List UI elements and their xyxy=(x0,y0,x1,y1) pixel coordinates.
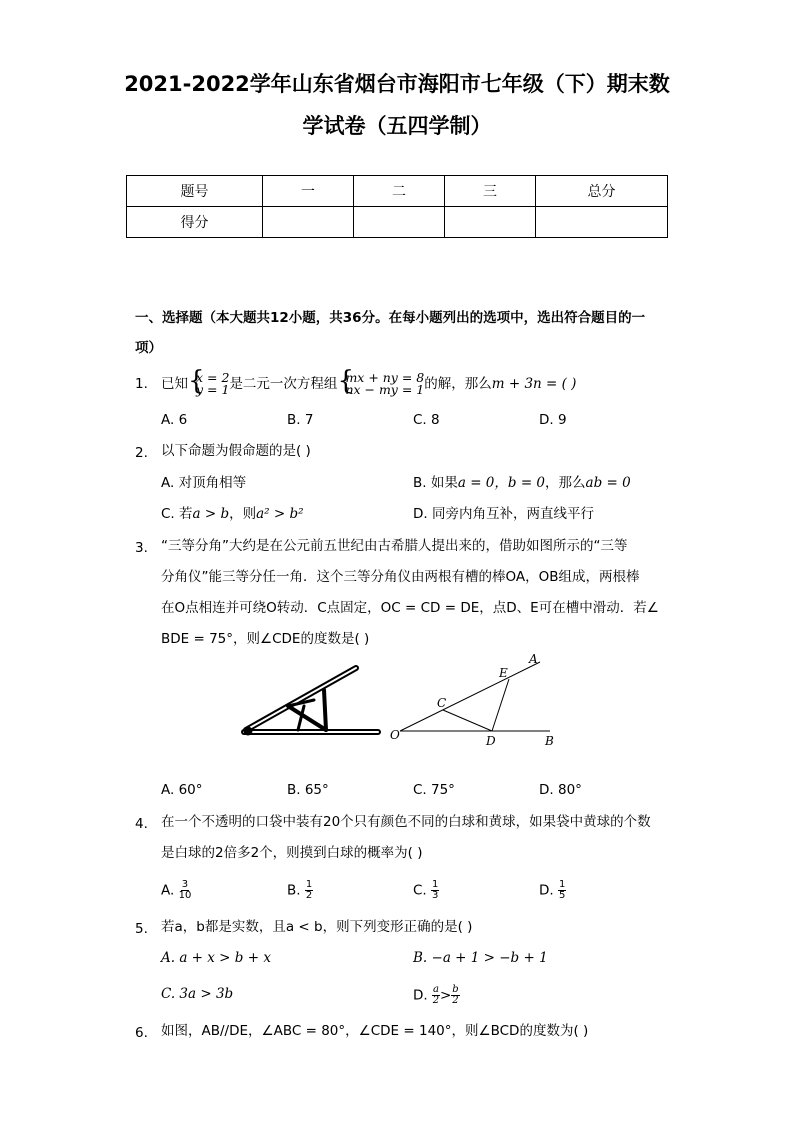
score-table-header-row xyxy=(127,176,668,207)
label-d: D xyxy=(486,734,496,748)
q4-option-d xyxy=(539,880,566,901)
q3-option-c: C. 75° xyxy=(413,782,455,798)
q2-c-mid: ，则 xyxy=(229,506,257,522)
q3-option-d: D. 80° xyxy=(539,782,582,798)
q3-option-b: B. 65° xyxy=(287,782,329,798)
q1-sys2-b: nx − my = 1 xyxy=(345,382,425,397)
label-e: E xyxy=(499,666,508,680)
q1-sys2-a: mx + ny = 8 xyxy=(345,370,425,385)
label-c: C xyxy=(437,696,447,710)
q5-d-gt: > xyxy=(439,987,452,1004)
q5-number: 5. xyxy=(135,921,148,937)
q4-line2: 是白球的2倍多2个，则摸到白球的概率为( ) xyxy=(161,845,423,861)
ray-oa xyxy=(400,662,540,731)
q4-a-den: 10 xyxy=(178,890,192,901)
score-cell-empty xyxy=(354,207,445,238)
q4-option-b xyxy=(287,880,313,901)
q2-option-d: D. 同旁内角互补，两直线平行 xyxy=(413,506,594,522)
q2-b-mid: ，那么 xyxy=(545,475,586,491)
q3-line4: BDE = 75°，则∠CDE的度数是( ) xyxy=(161,631,370,647)
q4-line1: 在一个不透明的口袋中装有20个只有颜色不同的白球和黄球，如果袋中黄球的个数 xyxy=(161,814,651,830)
q3-number: 3. xyxy=(135,540,148,556)
q3-trisector-device-figure xyxy=(238,660,383,740)
q4-c-fraction xyxy=(431,880,439,901)
q1-option-b: B. 7 xyxy=(287,412,314,428)
q6-stem: 如图，AB//DE，∠ABC = 80°，∠CDE = 140°，则∠BCD的度数为( ) xyxy=(161,1023,589,1039)
score-header-cell: 题号 xyxy=(127,176,263,207)
q1-sys1-a: x = 2 xyxy=(196,370,230,385)
q2-c-math: a > b xyxy=(192,506,230,522)
q4-a-label: A. xyxy=(161,882,175,899)
q2-stem: 以下命题为假命题的是( ) xyxy=(161,443,311,459)
q5-d-b: b xyxy=(452,984,459,995)
q2-b-math: a = 0，b = 0 xyxy=(457,475,546,491)
q1-equation-system: { mx + ny = 8 nx − my = 1 xyxy=(337,366,425,397)
q1-post: 的解，那么 xyxy=(424,376,492,392)
q4-b-den: 2 xyxy=(305,890,313,901)
q2-c-math2: a² > b² xyxy=(256,506,304,522)
q1-solution-system: { x = 2 y = 1 xyxy=(188,366,230,397)
q5-d-den-a: 2 xyxy=(432,995,440,1006)
q4-b-label: B. xyxy=(287,882,301,899)
q4-option-a xyxy=(161,880,191,901)
q4-c-num: 1 xyxy=(432,879,439,890)
q1-option-d: D. 9 xyxy=(539,412,567,428)
q4-d-den: 5 xyxy=(558,890,566,901)
q1-option-a: A. 6 xyxy=(161,412,188,428)
q5-stem: 若a，b都是实数，且a < b，则下列变形正确的是( ) xyxy=(161,919,473,935)
q5-d-a: a xyxy=(432,984,439,995)
q4-number: 4. xyxy=(135,816,148,832)
score-row-label: 得分 xyxy=(127,207,263,238)
score-table xyxy=(126,175,668,238)
score-cell-empty xyxy=(263,207,354,238)
q4-b-fraction xyxy=(305,880,313,901)
q5-d-den-b: 2 xyxy=(452,995,459,1006)
q1-number: 1. xyxy=(135,376,148,392)
q3-line2: 分角仪”能三等分任一角．这个三等分角仪由两根有槽的棒OA，OB组成，两根棒 xyxy=(161,569,640,585)
q1-mid: 是二元一次方程组 xyxy=(229,376,338,392)
score-header-cell: 三 xyxy=(445,176,536,207)
q2-option-a: A. 对顶角相等 xyxy=(161,475,247,491)
q4-a-fraction xyxy=(179,880,192,901)
q4-d-num: 1 xyxy=(558,879,566,890)
q4-d-fraction xyxy=(558,880,566,901)
q4-c-den: 3 xyxy=(432,890,439,901)
q6-number: 6. xyxy=(135,1025,148,1041)
q5-option-a: A. a + x > b + x xyxy=(161,950,271,966)
q1-pre: 已知 xyxy=(161,376,188,392)
label-b: B xyxy=(545,734,554,748)
section-heading-line1: 一、选择题（本大题共12小题，共36分。在每小题列出的选项中，选出符合题目的一 xyxy=(135,310,646,326)
q2-c-pre: C. 若 xyxy=(161,506,193,522)
q5-d-frac-a xyxy=(432,985,440,1006)
q4-option-c xyxy=(413,880,439,901)
q2-b-math2: ab = 0 xyxy=(585,475,631,491)
q4-b-num: 1 xyxy=(305,879,313,890)
score-header-cell: 二 xyxy=(354,176,445,207)
segment-de xyxy=(492,679,509,731)
segment-cd xyxy=(443,710,492,731)
q2-option-b xyxy=(413,477,631,491)
score-cell-empty xyxy=(445,207,536,238)
section-heading-line2: 项） xyxy=(135,340,162,356)
device-link-4 xyxy=(298,706,304,730)
score-cell-empty xyxy=(536,207,668,238)
score-table-score-row xyxy=(127,207,668,238)
q2-number: 2. xyxy=(135,445,148,461)
q4-c-label: C. xyxy=(413,882,427,899)
label-o: O xyxy=(390,728,400,742)
score-header-cell: 总分 xyxy=(536,176,668,207)
q5-option-b: B. −a + 1 > −b + 1 xyxy=(413,950,548,966)
device-link-2 xyxy=(324,690,326,730)
q5-d-frac-b xyxy=(451,985,459,1006)
q3-option-a: A. 60° xyxy=(161,782,203,798)
exam-title-line1: 2021-2022学年山东省烟台市海阳市七年级（下）期末数 xyxy=(124,72,670,96)
q5-option-c: C. 3a > 3b xyxy=(161,986,234,1002)
exam-title-line2: 学试卷（五四学制） xyxy=(302,114,492,138)
q2-option-c xyxy=(161,508,304,522)
q5-option-d xyxy=(413,985,460,1006)
q4-a-num: 3 xyxy=(181,879,189,890)
q1-option-c: C. 8 xyxy=(413,412,440,428)
q5-d-label: D. xyxy=(413,987,428,1004)
q3-line3: 在O点相连并可绕O转动．C点固定，OC = CD = DE，点D、E可在槽中滑动．若∠ xyxy=(161,600,659,616)
score-header-cell: 一 xyxy=(263,176,354,207)
device-pivot xyxy=(244,727,252,735)
label-a: A xyxy=(529,652,538,666)
q3-geometry-diagram xyxy=(385,650,565,750)
q3-line1: “三等分角”大约是在公元前五世纪由古希腊人提出来的，借助如图所示的“三等 xyxy=(161,538,628,554)
q2-b-pre: B. 如果 xyxy=(413,475,458,491)
device-link-1 xyxy=(288,706,326,730)
q4-d-label: D. xyxy=(539,882,554,899)
q1-stem xyxy=(161,366,577,397)
q1-sys1-b: y = 1 xyxy=(196,382,230,397)
q1-expr: m + 3n = ( ) xyxy=(491,376,577,392)
